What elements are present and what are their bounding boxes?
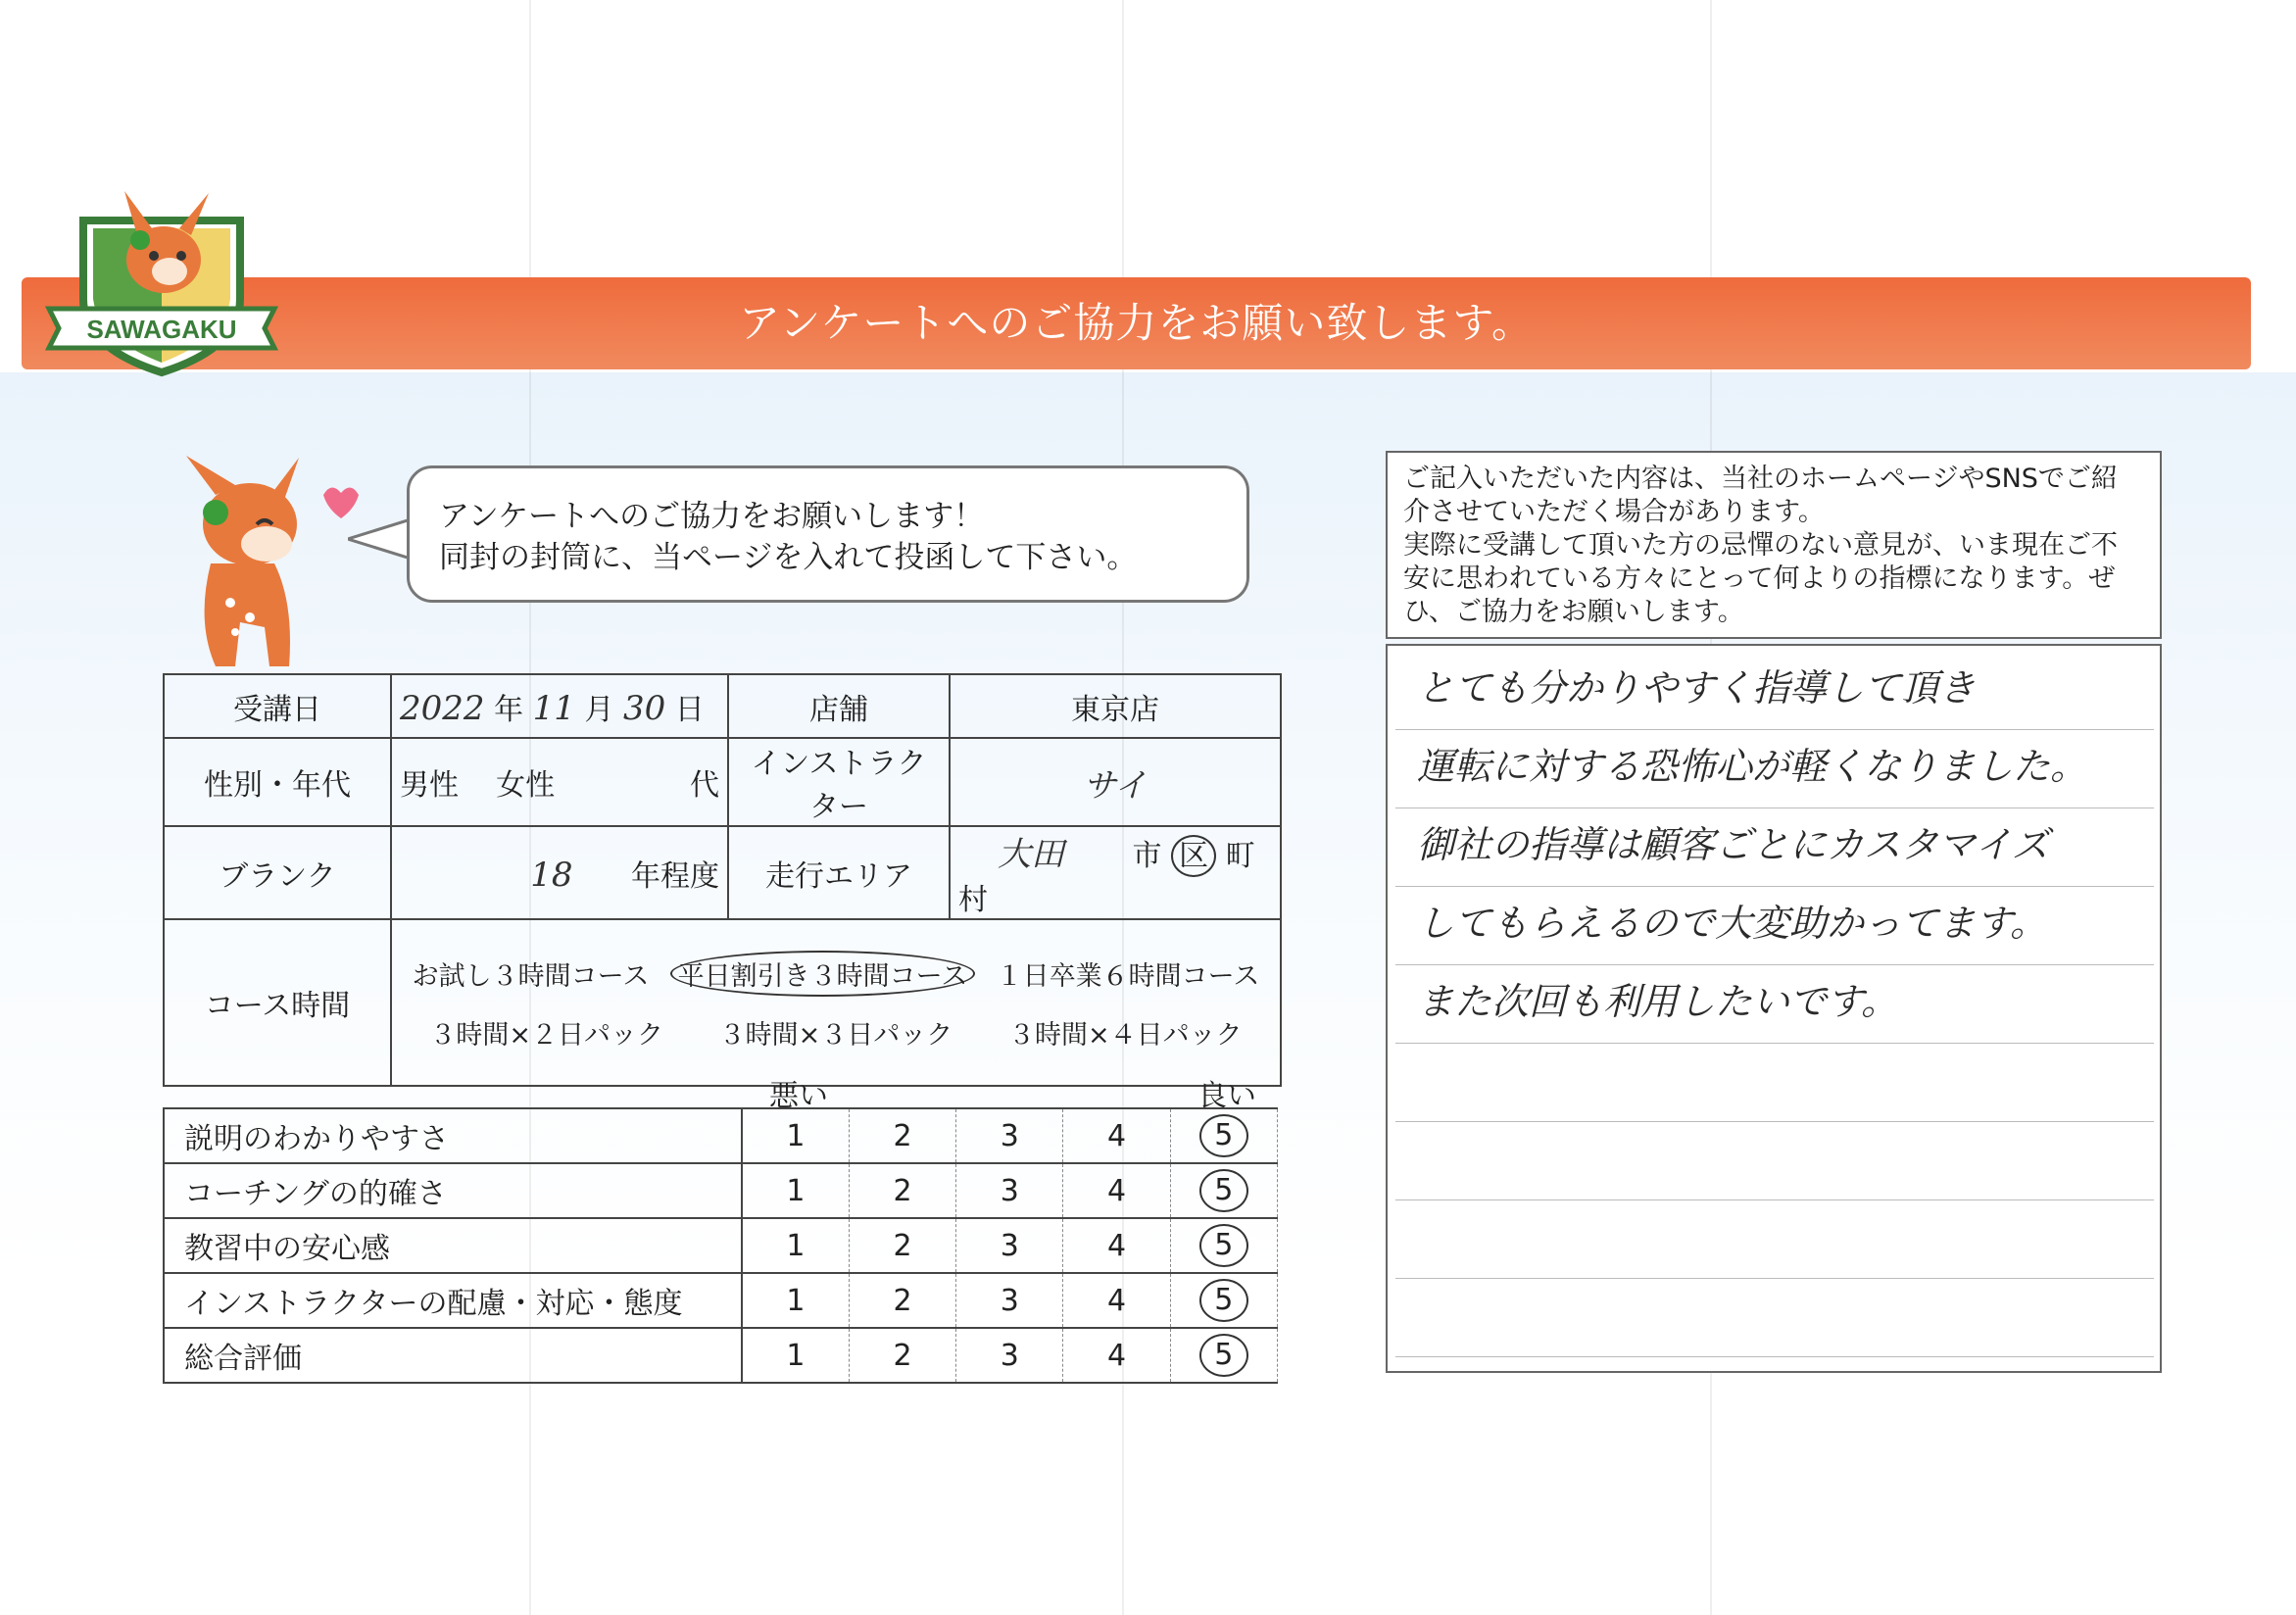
scale-bad-label: 悪い bbox=[769, 1079, 828, 1113]
rating-option[interactable] bbox=[742, 1163, 850, 1218]
comment-line: してもらえるので大変助かってます。 bbox=[1395, 881, 2154, 965]
rating-option[interactable] bbox=[849, 1108, 955, 1163]
rating-label: 教習中の安心感 bbox=[164, 1218, 742, 1273]
rating-value: 2 bbox=[893, 1118, 912, 1153]
rating-option[interactable] bbox=[1170, 1273, 1277, 1328]
comment-line bbox=[1395, 1195, 2154, 1279]
comment-box[interactable] bbox=[1386, 644, 2162, 1373]
course-option[interactable]: お試し３時間コース bbox=[412, 960, 650, 992]
rating-option[interactable] bbox=[742, 1273, 850, 1328]
comment-line: 運転に対する恐怖心が軽くなりました。 bbox=[1395, 724, 2154, 808]
instructor-value[interactable]: サイ bbox=[1083, 765, 1148, 806]
rating-option[interactable] bbox=[956, 1108, 1063, 1163]
rating-option[interactable] bbox=[956, 1218, 1063, 1273]
rating-label: 説明のわかりやすさ bbox=[164, 1108, 742, 1163]
rating-table bbox=[163, 1107, 1278, 1384]
comment-line: 御社の指導は顧客ごとにカスタマイズ bbox=[1395, 803, 2154, 887]
rating-option[interactable] bbox=[956, 1273, 1063, 1328]
rating-value: 3 bbox=[1000, 1173, 1019, 1208]
comment-line bbox=[1395, 1038, 2154, 1122]
rating-label: 総合評価 bbox=[164, 1328, 742, 1383]
area-value: 大田 bbox=[998, 835, 1064, 874]
rating-value: 2 bbox=[893, 1338, 912, 1373]
date-field[interactable] bbox=[391, 674, 728, 738]
rating-value: 4 bbox=[1107, 1173, 1127, 1208]
rating-option[interactable] bbox=[1170, 1218, 1277, 1273]
rating-option[interactable] bbox=[1170, 1108, 1277, 1163]
male-option[interactable]: 男性 bbox=[400, 768, 459, 803]
rating-value: 5 bbox=[1199, 1334, 1248, 1377]
day-char: 日 bbox=[674, 692, 705, 727]
rating-label: インストラクターの配慮・対応・態度 bbox=[164, 1273, 742, 1328]
blank-years: 18 bbox=[530, 855, 573, 895]
info-table bbox=[163, 673, 1282, 1087]
rating-value: 4 bbox=[1107, 1283, 1127, 1318]
rating-row bbox=[164, 1163, 1278, 1218]
bubble-line-1: アンケートへのご協力をお願いします！ bbox=[439, 499, 985, 534]
course-option[interactable]: １日卒業６時間コース bbox=[996, 960, 1260, 992]
comment-line: また次回も利用したいです。 bbox=[1395, 959, 2154, 1044]
rating-option[interactable] bbox=[849, 1218, 955, 1273]
month-char: 月 bbox=[584, 692, 614, 727]
rating-option[interactable] bbox=[1170, 1163, 1277, 1218]
rating-value: 3 bbox=[1000, 1228, 1019, 1263]
area-field[interactable] bbox=[950, 826, 1281, 919]
rating-value: 1 bbox=[786, 1283, 806, 1318]
notice-line: ご記入いただいた内容は、当社のホームページやSNSでご紹 bbox=[1403, 464, 2118, 494]
female-option[interactable]: 女性 bbox=[496, 768, 556, 803]
rating-option[interactable] bbox=[1063, 1108, 1170, 1163]
rating-label: コーチングの的確さ bbox=[164, 1163, 742, 1218]
rating-value: 1 bbox=[786, 1228, 806, 1263]
comment-line bbox=[1395, 1116, 2154, 1200]
rating-option[interactable] bbox=[742, 1328, 850, 1383]
rating-option[interactable] bbox=[1063, 1328, 1170, 1383]
rating-option[interactable] bbox=[742, 1108, 850, 1163]
rating-value: 4 bbox=[1107, 1338, 1127, 1373]
rating-row bbox=[164, 1328, 1278, 1383]
rating-value: 2 bbox=[893, 1283, 912, 1318]
age-suffix: 代 bbox=[690, 768, 719, 803]
rating-option[interactable] bbox=[1063, 1163, 1170, 1218]
comment-line bbox=[1395, 1273, 2154, 1357]
rating-value: 4 bbox=[1107, 1228, 1127, 1263]
area-town: 町 bbox=[1225, 839, 1255, 873]
rating-option[interactable] bbox=[849, 1163, 955, 1218]
rating-option[interactable] bbox=[1063, 1273, 1170, 1328]
course-options bbox=[391, 919, 1281, 1086]
blank-suffix: 年程度 bbox=[631, 858, 719, 894]
date-month: 11 bbox=[532, 688, 575, 728]
rating-option[interactable] bbox=[1170, 1328, 1277, 1383]
header-title: アンケートへのご協力をお願い致します。 bbox=[738, 299, 1535, 347]
logo-text: SAWAGAKU bbox=[86, 315, 237, 344]
store-label: 店舗 bbox=[728, 674, 950, 738]
date-label: 受講日 bbox=[164, 674, 391, 738]
course-option[interactable]: ３時間×３日パック bbox=[718, 1019, 953, 1051]
rating-value: 5 bbox=[1199, 1169, 1248, 1212]
area-village: 村 bbox=[958, 883, 988, 917]
rating-value: 4 bbox=[1107, 1118, 1127, 1153]
rating-row bbox=[164, 1108, 1278, 1163]
course-option[interactable]: ３時間×２日パック bbox=[429, 1019, 663, 1051]
notice-line: 安に思われている方々にとって何よりの指標になります。ぜ bbox=[1403, 563, 2116, 594]
rating-value: 5 bbox=[1199, 1279, 1248, 1322]
area-ward: 区 bbox=[1171, 835, 1216, 877]
gender-field[interactable] bbox=[391, 738, 728, 826]
rating-value: 3 bbox=[1000, 1338, 1019, 1373]
rating-option[interactable] bbox=[956, 1163, 1063, 1218]
gender-label: 性別・年代 bbox=[164, 738, 391, 826]
course-option[interactable]: ３時間×４日パック bbox=[1008, 1019, 1243, 1051]
course-label: コース時間 bbox=[164, 919, 391, 1086]
rating-option[interactable] bbox=[742, 1218, 850, 1273]
scale-good-label: 良い bbox=[1197, 1079, 1256, 1113]
sawagaku-logo bbox=[44, 181, 279, 377]
blank-label: ブランク bbox=[164, 826, 391, 919]
notice-box bbox=[1386, 451, 2162, 639]
rating-option[interactable] bbox=[1063, 1218, 1170, 1273]
area-label: 走行エリア bbox=[728, 826, 950, 919]
rating-value: 3 bbox=[1000, 1118, 1019, 1153]
notice-line: 介させていただく場合があります。 bbox=[1403, 497, 1825, 527]
store-value[interactable]: 東京店 bbox=[950, 674, 1281, 738]
notice-line: 実際に受講して頂いた方の忌憚のない意見が、いま現在ご不 bbox=[1403, 530, 2118, 561]
date-day: 30 bbox=[622, 688, 666, 728]
year-char: 年 bbox=[494, 692, 524, 727]
deer-mascot bbox=[157, 456, 363, 676]
rating-value: 1 bbox=[786, 1118, 806, 1153]
speech-bubble bbox=[407, 465, 1249, 603]
rating-value: 3 bbox=[1000, 1283, 1019, 1318]
date-year: 2022 bbox=[400, 688, 485, 728]
rating-row bbox=[164, 1218, 1278, 1273]
instructor-label: インストラクター bbox=[728, 738, 950, 826]
comment-line: とても分かりやすく指導して頂き bbox=[1395, 646, 2154, 730]
bubble-line-2: 同封の封筒に、当ページを入れて投函して下さい。 bbox=[439, 540, 1138, 575]
notice-line: ひ、ご協力をお願いします。 bbox=[1403, 597, 1744, 627]
rating-value: 2 bbox=[893, 1173, 912, 1208]
rating-option[interactable] bbox=[956, 1328, 1063, 1383]
rating-value: 1 bbox=[786, 1338, 806, 1373]
rating-value: 5 bbox=[1199, 1114, 1248, 1157]
rating-value: 5 bbox=[1199, 1224, 1248, 1267]
area-city: 市 bbox=[1132, 839, 1162, 873]
rating-option[interactable] bbox=[849, 1273, 955, 1328]
rating-row bbox=[164, 1273, 1278, 1328]
rating-value: 2 bbox=[893, 1228, 912, 1263]
course-option-selected[interactable]: 平日割引き３時間コース bbox=[670, 951, 976, 997]
rating-option[interactable] bbox=[849, 1328, 955, 1383]
blank-field[interactable] bbox=[391, 826, 728, 919]
rating-value: 1 bbox=[786, 1173, 806, 1208]
